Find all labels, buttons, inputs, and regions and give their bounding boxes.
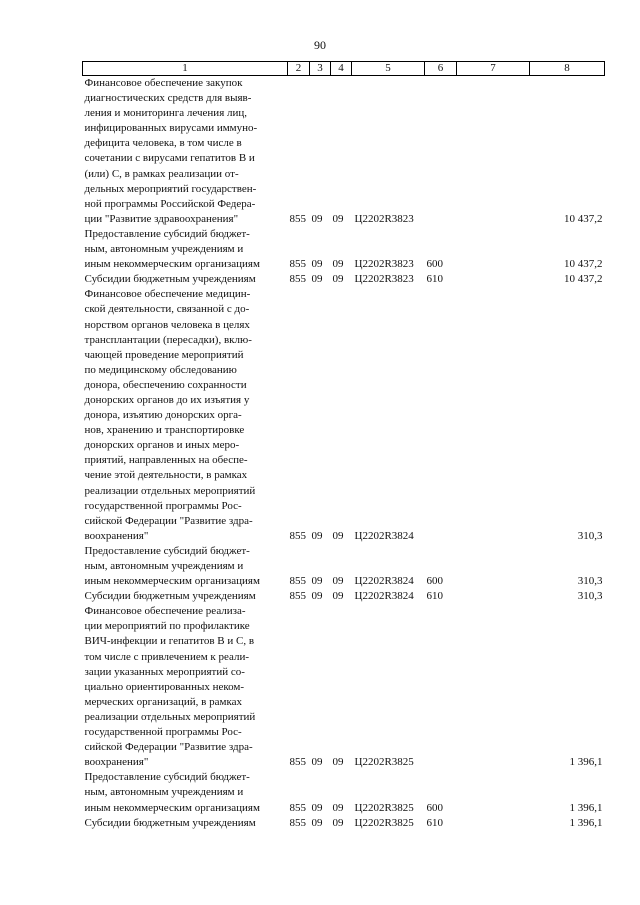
- row-name-line: ции "Развитие здравоохранения": [84, 212, 239, 225]
- row-name-line: ления и мониторинга лечения лиц,: [84, 107, 248, 120]
- row-name: [83, 770, 288, 815]
- row-admin-code: 855: [289, 816, 306, 829]
- row-name-line: сочетании с вирусами гепатитов В и: [84, 152, 255, 165]
- row-name-line: иным некоммерческим организациям: [84, 258, 260, 271]
- row-amount: 1 396,1: [569, 756, 603, 769]
- table-row: [83, 589, 605, 604]
- row-section: 09: [311, 529, 323, 542]
- row-target-article: Ц2202R3825: [354, 801, 414, 814]
- header-col-6: 6: [425, 62, 457, 76]
- row-section: 09: [311, 756, 323, 769]
- row-subsection: 09: [332, 273, 344, 286]
- row-name-line: государственной программы Рос-: [84, 726, 242, 739]
- row-target-article: Ц2202R3824: [354, 529, 414, 542]
- row-amount: 10 437,2: [564, 273, 603, 286]
- row-name-line: реализации отдельных мероприятий: [84, 484, 256, 497]
- row-admin-code: 855: [289, 529, 306, 542]
- header-col-8: 8: [530, 62, 605, 76]
- row-target-article: Ц2202R3823: [354, 273, 414, 286]
- row-name-line: зации указанных мероприятий со-: [84, 665, 245, 678]
- row-name-line: инфицированных вирусами иммуно-: [84, 122, 258, 135]
- header-col-1: 1: [83, 62, 288, 76]
- row-name-line: мерческих организаций, в рамках: [84, 695, 243, 708]
- row-subsection: 09: [332, 258, 344, 271]
- row-col-7: [457, 272, 530, 287]
- row-name-line: Субсидии бюджетным учреждениям: [84, 273, 256, 286]
- header-row: [83, 62, 605, 76]
- row-admin-code: 855: [289, 801, 306, 814]
- row-name: [83, 816, 288, 831]
- row-name: [83, 227, 288, 272]
- row-subsection: 09: [332, 816, 344, 829]
- row-target-article: Ц2202R3823: [354, 212, 414, 225]
- row-name-line: воохранения": [84, 756, 149, 769]
- row-name-line: ным, автономным учреждениям и: [84, 243, 244, 256]
- row-name-line: Предоставление субсидий бюджет-: [84, 227, 250, 240]
- row-name: [83, 287, 288, 544]
- row-name: [83, 272, 288, 287]
- row-col-7: [457, 544, 530, 589]
- row-col-7: [457, 76, 530, 227]
- table-row: [83, 287, 605, 544]
- row-name-line: норством органов человека в целях: [84, 318, 250, 331]
- row-name-line: донорских органов до их изъятия у: [84, 393, 250, 406]
- row-section: 09: [311, 801, 323, 814]
- row-name-line: нов, хранению и транспортировке: [84, 424, 245, 437]
- row-admin-code: 855: [289, 590, 306, 603]
- row-section: 09: [311, 590, 323, 603]
- row-name-line: Финансовое обеспечение реализа-: [84, 605, 246, 618]
- row-section: 09: [311, 816, 323, 829]
- row-col-7: [457, 227, 530, 272]
- header-col-2: 2: [288, 62, 310, 76]
- page-number: 90: [314, 38, 326, 52]
- row-name-line: сийской Федерации "Развитие здра-: [84, 741, 253, 754]
- row-name-line: трансплантации (пересадки), вклю-: [84, 333, 252, 346]
- table-row: [83, 272, 605, 287]
- row-name-line: чение этой деятельности, в рамках: [84, 469, 248, 482]
- row-col-7: [457, 604, 530, 770]
- row-name-line: Финансовое обеспечение медицин-: [84, 288, 251, 301]
- table-row: [83, 227, 605, 272]
- row-target-article: Ц2202R3824: [354, 575, 414, 588]
- row-name-line: иным некоммерческим организациям: [84, 575, 260, 588]
- row-expense-type: [425, 604, 457, 770]
- row-name-line: Субсидии бюджетным учреждениям: [84, 816, 256, 829]
- row-amount: 310,3: [577, 575, 603, 588]
- row-name: [83, 76, 288, 227]
- row-subsection: 09: [332, 575, 344, 588]
- table-row: [83, 770, 605, 815]
- row-name-line: иным некоммерческим организациям: [84, 801, 260, 814]
- row-name-line: том числе с привлечением к реали-: [84, 650, 250, 663]
- row-expense-type: 610: [426, 273, 443, 286]
- row-name-line: ным, автономным учреждениям и: [84, 786, 244, 799]
- row-name-line: ным, автономным учреждениям и: [84, 560, 244, 572]
- row-name-line: ВИЧ-инфекции и гепатитов В и С, в: [84, 635, 255, 648]
- header-col-7: 7: [457, 62, 530, 76]
- row-subsection: 09: [332, 212, 344, 225]
- row-name-line: Субсидии бюджетным учреждениям: [84, 590, 256, 603]
- row-amount: 10 437,2: [564, 212, 603, 225]
- table-row: [83, 816, 605, 831]
- row-name-line: дефицита человека, в том числе в: [84, 137, 242, 150]
- row-name-line: реализации отдельных мероприятий: [84, 710, 256, 723]
- row-name-line: воохранения": [84, 529, 149, 542]
- table-row: [83, 76, 605, 227]
- row-admin-code: 855: [289, 575, 306, 588]
- row-name-line: чающей проведение мероприятий: [84, 348, 244, 361]
- row-section: 09: [311, 212, 323, 225]
- header-col-5: 5: [352, 62, 425, 76]
- row-col-7: [457, 589, 530, 604]
- row-col-7: [457, 770, 530, 815]
- table-header: [83, 62, 605, 76]
- row-expense-type: 610: [426, 816, 443, 829]
- row-amount: 1 396,1: [569, 801, 603, 814]
- row-target-article: Ц2202R3825: [354, 756, 414, 769]
- row-target-article: Ц2202R3825: [354, 816, 414, 829]
- row-name-line: диагностических средств для выяв-: [84, 92, 252, 105]
- row-name-line: по медицинскому обследованию: [84, 363, 237, 376]
- row-subsection: 09: [332, 756, 344, 769]
- row-amount: 310,3: [577, 590, 603, 603]
- row-subsection: 09: [332, 801, 344, 814]
- row-admin-code: 855: [289, 756, 306, 769]
- header-col-4: 4: [331, 62, 352, 76]
- row-col-7: [457, 287, 530, 544]
- row-expense-type: [425, 287, 457, 544]
- header-col-3: 3: [310, 62, 331, 76]
- row-expense-type: [425, 76, 457, 227]
- row-name-line: ции мероприятий по профилактике: [84, 620, 250, 633]
- row-name-line: донорских органов и иных меро-: [84, 439, 240, 452]
- row-target-article: Ц2202R3823: [354, 258, 414, 271]
- row-name-line: Предоставление субсидий бюджет-: [84, 771, 250, 784]
- row-name: [83, 604, 288, 770]
- row-col-7: [457, 816, 530, 831]
- row-name-line: дельных мероприятий государствен-: [84, 182, 257, 195]
- row-name-line: государственной программы Рос-: [84, 499, 242, 512]
- row-amount: 10 437,2: [564, 258, 603, 271]
- table-row: [83, 544, 605, 589]
- row-name: [83, 544, 288, 589]
- row-subsection: 09: [332, 529, 344, 542]
- row-admin-code: 855: [289, 273, 306, 286]
- row-name: [83, 589, 288, 604]
- budget-table: [82, 61, 605, 831]
- row-name-line: сийской Федерации "Развитие здра-: [84, 514, 253, 527]
- row-name-line: (или) С, в рамках реализации от-: [84, 167, 239, 180]
- row-expense-type: 600: [426, 801, 443, 814]
- row-admin-code: 855: [289, 212, 306, 225]
- row-amount: 1 396,1: [569, 816, 603, 829]
- row-name-line: ной программы Российской Федера-: [84, 197, 256, 210]
- row-name-line: Финансовое обеспечение закупок: [84, 77, 243, 89]
- row-name-line: донора, изъятию донорских орга-: [84, 409, 242, 422]
- table-body: [83, 76, 605, 831]
- row-expense-type: 600: [426, 258, 443, 271]
- row-target-article: Ц2202R3824: [354, 590, 414, 603]
- row-expense-type: 600: [426, 575, 443, 588]
- row-section: 09: [311, 575, 323, 588]
- row-amount: 310,3: [577, 529, 603, 542]
- row-name-line: приятий, направленных на обеспе-: [84, 454, 248, 467]
- row-name-line: Предоставление субсидий бюджет-: [84, 544, 250, 557]
- row-section: 09: [311, 273, 323, 286]
- row-name-line: циально ориентированных неком-: [84, 680, 245, 693]
- row-expense-type: 610: [426, 590, 443, 603]
- table-row: [83, 604, 605, 770]
- row-section: 09: [311, 258, 323, 271]
- row-name-line: ской деятельности, связанной с до-: [84, 303, 250, 316]
- row-admin-code: 855: [289, 258, 306, 271]
- row-name-line: донора, обеспечению сохранности: [84, 378, 247, 391]
- row-subsection: 09: [332, 590, 344, 603]
